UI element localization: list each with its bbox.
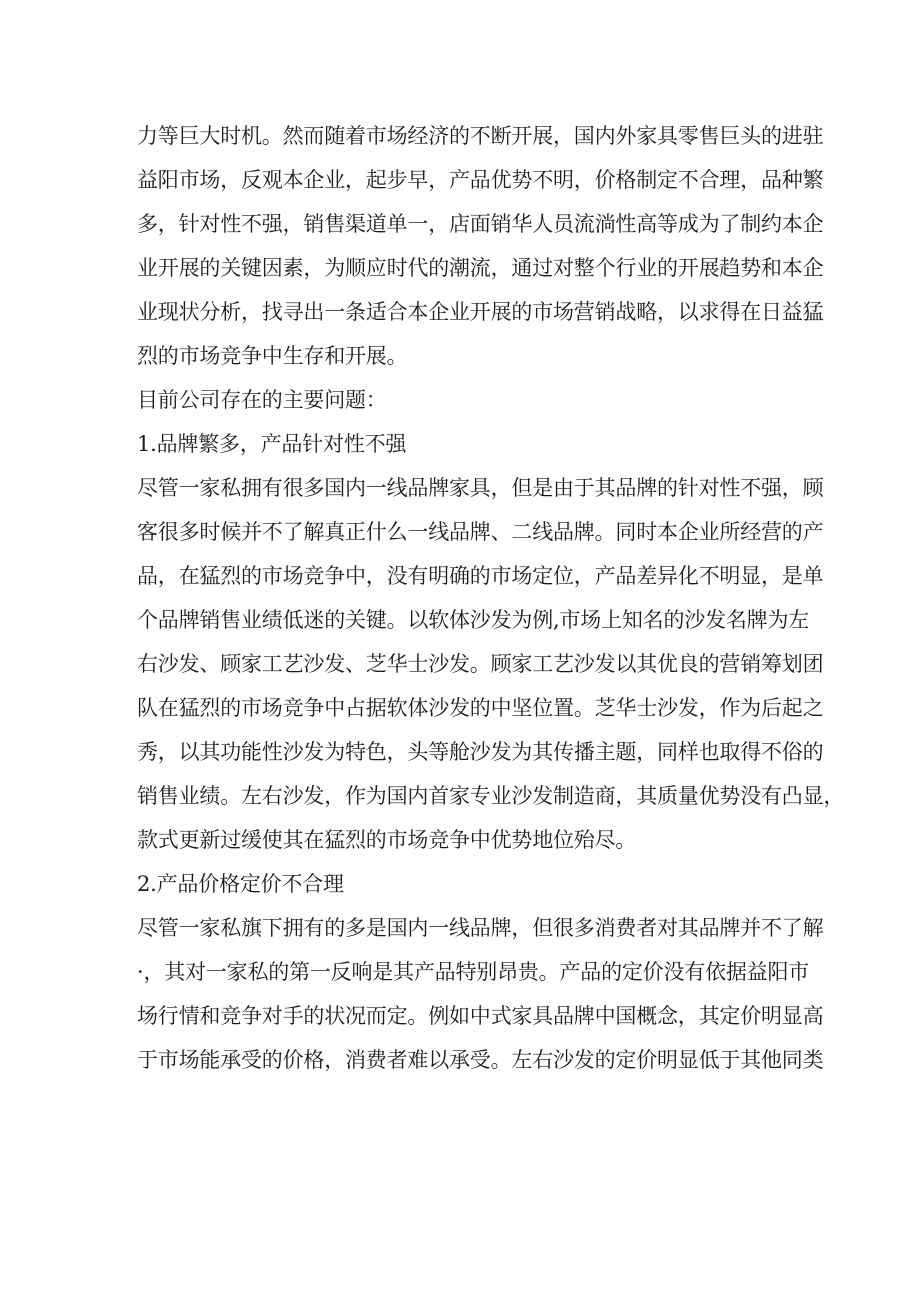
document-body xyxy=(137,114,845,1082)
paragraph-line: 业开展的关键因素，为顺应时代的潮流，通过对整个行业的开展趋势和本企 xyxy=(137,256,824,280)
paragraph-line: 秀，以其功能性沙发为特色，头等舱沙发为其传播主题，同样也取得不俗的 xyxy=(137,740,824,764)
paragraph-line: 尽管一家私拥有很多国内一线品牌家具，但是由于其品牌的针对性不强，顾 xyxy=(137,476,824,500)
paragraph-line: 多，针对性不强，销售渠道单一，店面销华人员流淌性高等成为了制约本企 xyxy=(137,212,824,236)
paragraph-line: 品，在猛烈的市场竞争中，没有明确的市场定位，产品差异化不明显，是单 xyxy=(137,564,824,588)
paragraph-line: ·，其对一家私的第一反响是其产品特别昂贵。产品的定价没有依据益阳市 xyxy=(137,960,810,984)
paragraph-line: 个品牌销售业绩低迷的关键。以软体沙发为例,市场上知名的沙发名牌为左 xyxy=(137,608,810,632)
paragraph-line: 益阳市场，反观本企业，起步早，产品优势不明，价格制定不合理，品种繁 xyxy=(137,168,824,192)
paragraph-line: 尽管一家私旗下拥有的多是国内一线品牌，但很多消费者对其品牌并不了解 xyxy=(137,916,824,940)
paragraph-line: 烈的市场竞争中生存和开展。 xyxy=(137,344,408,368)
section-heading-1: 1.品牌繁多，产品针对性不强 xyxy=(137,432,407,456)
section-intro: 目前公司存在的主要问题： xyxy=(137,388,387,412)
paragraph-line: 款式更新过缓使其在猛烈的市场竞争中优势地位殆尽。 xyxy=(137,828,637,852)
paragraph-line: 场行情和竞争对手的状况而定。例如中式家具品牌中国概念，其定价明显高 xyxy=(137,1004,824,1028)
section-heading-2: 2.产品价格定价不合理 xyxy=(137,872,344,896)
paragraph-line: 业现状分析，找寻出一条适合本企业开展的市场营销战略，以求得在日益猛 xyxy=(137,300,824,324)
paragraph-line: 右沙发、顾家工艺沙发、芝华士沙发。顾家工艺沙发以其优良的营销筹划团 xyxy=(137,652,824,676)
paragraph-line: 客很多时候并不了解真正什么一线品牌、二线品牌。同时本企业所经营的产 xyxy=(137,520,824,544)
paragraph-line: 队在猛烈的市场竞争中占据软体沙发的中坚位置。芝华士沙发，作为后起之 xyxy=(137,696,824,720)
paragraph-line: 于市场能承受的价格，消费者难以承受。左右沙发的定价明显低于其他同类 xyxy=(137,1048,824,1072)
paragraph-line: 力等巨大时机。然而随着市场经济的不断开展，国内外家具零售巨头的进驻 xyxy=(137,124,824,148)
paragraph-line: 销售业绩。左右沙发，作为国内首家专业沙发制造商，其质量优势没有凸显， xyxy=(137,784,845,808)
